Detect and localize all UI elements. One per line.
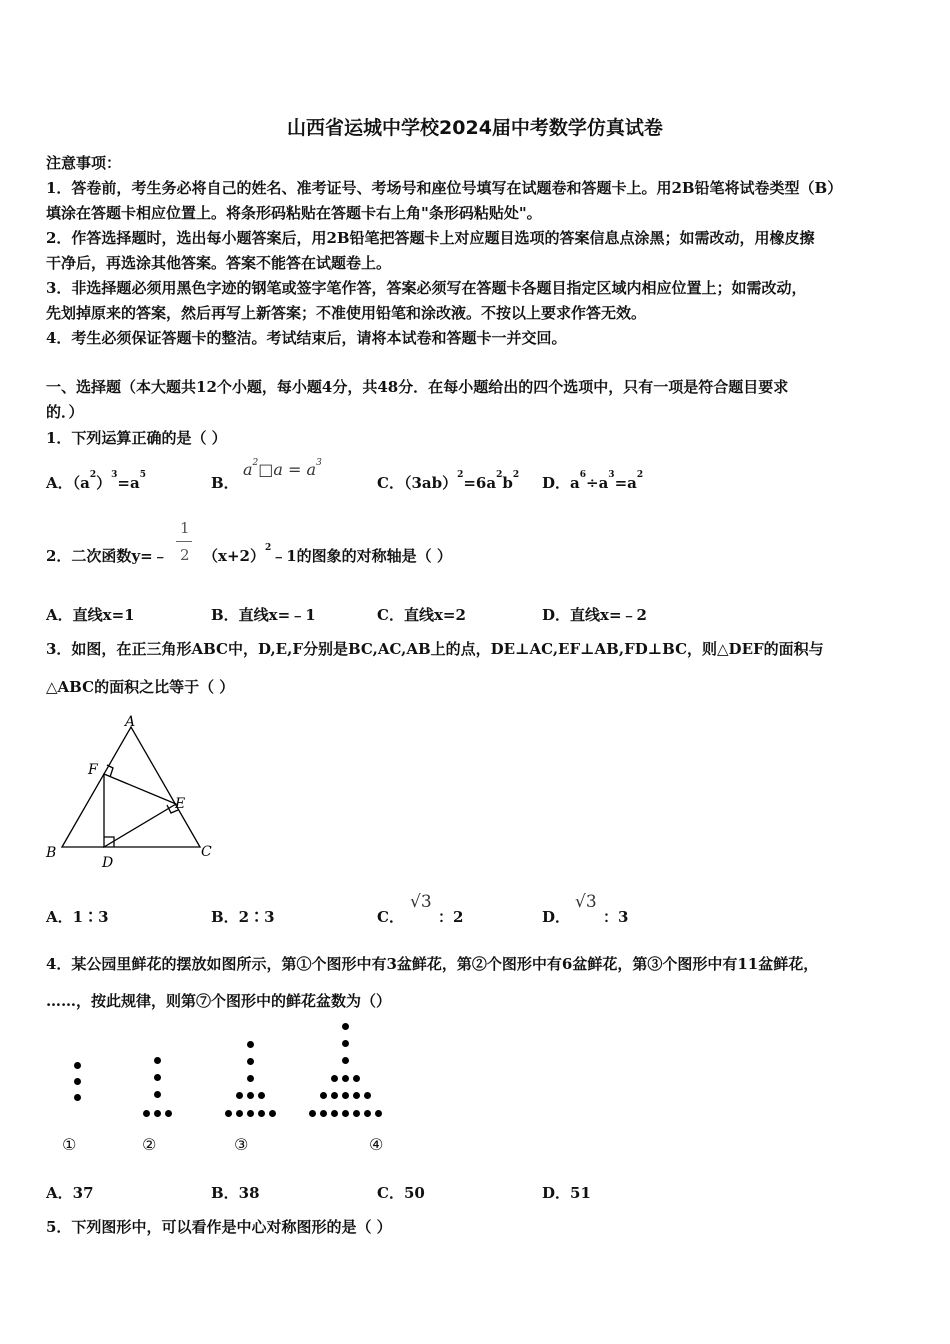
- flower-dot: [247, 1058, 254, 1065]
- question-2-option-b: B．直线x=﹣1: [211, 606, 316, 624]
- question-1-option-d: D．$a^6\div a^3=a^2$: [542, 470, 644, 492]
- question-2-fraction-denominator: 2: [180, 546, 190, 564]
- question-2-fraction-bar: [176, 541, 192, 542]
- flower-dot: [236, 1110, 243, 1117]
- flower-dot: [236, 1092, 243, 1099]
- flower-dot: [74, 1094, 81, 1101]
- question-4-option-b: B．38: [211, 1184, 260, 1202]
- notice-line-4: 干净后，再选涂其他答案。答案不能答在试题卷上。: [46, 254, 392, 272]
- flower-dot: [247, 1075, 254, 1082]
- triangle-abc: [62, 727, 200, 847]
- flower-dot: [165, 1110, 172, 1117]
- flower-dot: [309, 1110, 316, 1117]
- question-2-option-d: D．直线x=﹣2: [542, 606, 647, 624]
- flower-dot: [74, 1062, 81, 1069]
- question-2-option-a: A．直线x=1: [46, 606, 135, 624]
- flower-dot: [342, 1023, 349, 1030]
- flower-dot: [154, 1057, 161, 1064]
- question-2-stem-suffix: $(x+2)^2﹣1$的图象的对称轴是（ ）: [203, 543, 452, 565]
- flower-dot: [320, 1092, 327, 1099]
- question-4-option-d: D．51: [542, 1184, 591, 1202]
- notice-line-5: 3．非选择题必须用黑色字迹的钢笔或签字笔作答，答案必须写在答题卡各题目指定区域内相应位置上；如需改动，: [46, 279, 807, 297]
- flower-dot: [331, 1110, 338, 1117]
- flower-dot: [269, 1110, 276, 1117]
- flower-dot: [74, 1078, 81, 1085]
- vertex-label-d: D: [102, 855, 114, 871]
- question-3-stem-line-2: △ABC的面积之比等于（ ）: [46, 678, 235, 696]
- flower-dot: [143, 1110, 150, 1117]
- question-3-option-a: A．1∶3: [46, 908, 109, 926]
- notice-line-3: 2．作答选择题时，选出每小题答案后，用2B铅笔把答题卡上对应题目选项的答案信息点涂黑；如需改动，用橡皮擦: [46, 229, 815, 247]
- question-1-option-c: C．$(3ab)^2=6a^2b^2$: [377, 470, 520, 492]
- flower-dot: [154, 1110, 161, 1117]
- section-header-line-2: 的．）: [46, 403, 84, 421]
- flower-dot: [364, 1110, 371, 1117]
- question-4-stem-line-1: 4．某公园里鲜花的摆放如图所示，第①个图形中有3盆鲜花，第②个图形中有6盆鲜花，第③个图形中有11盆鲜花，: [46, 955, 819, 973]
- flower-dot: [342, 1040, 349, 1047]
- question-3-option-d-ratio: ：3: [603, 908, 629, 926]
- notice-line-1: 1．答卷前，考生务必将自己的姓名、准考证号、考场号和座位号填写在试题卷和答题卡上。用2B铅笔将试卷类型（B）: [46, 179, 843, 197]
- vertex-label-c: C: [201, 844, 212, 860]
- flower-dot: [353, 1110, 360, 1117]
- pattern-label-3: ③: [234, 1135, 249, 1154]
- flower-dot: [353, 1092, 360, 1099]
- flower-dot: [258, 1092, 265, 1099]
- question-1-stem: 1．下列运算正确的是（ ）: [46, 429, 227, 447]
- question-3-option-c-sqrt: √3: [410, 892, 432, 912]
- notice-line-7: 4．考生必须保证答题卡的整洁。考试结束后，请将本试卷和答题卡一并交回。: [46, 329, 567, 347]
- question-3-option-c-label: C．: [377, 908, 404, 926]
- notice-heading: 注意事项：: [46, 154, 122, 172]
- flower-dot: [375, 1110, 382, 1117]
- question-3-option-d-label: D．: [542, 908, 571, 926]
- question-3-triangle-figure: [40, 712, 230, 877]
- vertex-label-b: B: [46, 845, 57, 861]
- flower-dot: [247, 1092, 254, 1099]
- notice-line-2: 填涂在答题卡相应位置上。将条形码粘贴在答题卡右上角"条形码粘贴处"。: [46, 204, 542, 222]
- question-3-option-d-sqrt: √3: [575, 892, 597, 912]
- flower-dot: [353, 1075, 360, 1082]
- question-2-fraction-numerator: 1: [180, 519, 190, 537]
- question-3-option-c-ratio: ：2: [438, 908, 464, 926]
- flower-dot: [154, 1074, 161, 1081]
- page-title: 山西省运城中学校2024届中考数学仿真试卷: [287, 117, 663, 139]
- question-3-stem-line-1: 3．如图，在正三角形ABC中，D,E,F分别是BC,AC,AB上的点，DE⊥AC,EF⊥AB,FD⊥BC，则△DEF的面积与: [46, 640, 824, 658]
- question-3-option-b: B．2∶3: [211, 908, 275, 926]
- flower-dot: [342, 1092, 349, 1099]
- question-5-stem: 5．下列图形中，可以看作是中心对称图形的是（ ）: [46, 1218, 392, 1236]
- flower-dot: [331, 1092, 338, 1099]
- flower-dot: [258, 1110, 265, 1117]
- question-2-option-c: C．直线x=2: [377, 606, 466, 624]
- flower-dot: [331, 1075, 338, 1082]
- question-4-option-a: A．37: [46, 1184, 94, 1202]
- flower-dot: [247, 1110, 254, 1117]
- question-1-option-a: A．$(a^2)^3=a^5$: [46, 470, 146, 492]
- triangle-def: [104, 774, 176, 847]
- flower-dot: [225, 1110, 232, 1117]
- pattern-label-4: ④: [369, 1135, 384, 1154]
- notice-line-6: 先划掉原来的答案，然后再写上新答案；不准使用铅笔和涂改液。不按以上要求作答无效。: [46, 304, 647, 322]
- vertex-label-e: E: [175, 796, 186, 812]
- question-2-stem-prefix: 2．二次函数y=﹣: [46, 547, 168, 565]
- flower-dot: [247, 1041, 254, 1048]
- flower-dot: [364, 1092, 371, 1099]
- flower-dot: [320, 1110, 327, 1117]
- section-header-line-1: 一、选择题（本大题共12个小题，每小题4分，共48分．在每小题给出的四个选项中，只有一项是符合题目要求: [46, 378, 789, 396]
- flower-dot: [342, 1075, 349, 1082]
- flower-dot: [342, 1057, 349, 1064]
- vertex-label-a: A: [125, 714, 136, 730]
- pattern-label-1: ①: [62, 1135, 77, 1154]
- flower-dot: [154, 1091, 161, 1098]
- question-4-stem-line-2: ……，按此规律，则第⑦个图形中的鲜花盆数为（）: [46, 992, 392, 1010]
- flower-dot: [342, 1110, 349, 1117]
- question-1-option-b-expression: $a^2□a = a^3$: [243, 458, 322, 479]
- question-4-option-c: C．50: [377, 1184, 425, 1202]
- vertex-label-f: F: [88, 762, 98, 778]
- question-1-option-b-label: B．: [211, 474, 239, 492]
- pattern-label-2: ②: [142, 1135, 157, 1154]
